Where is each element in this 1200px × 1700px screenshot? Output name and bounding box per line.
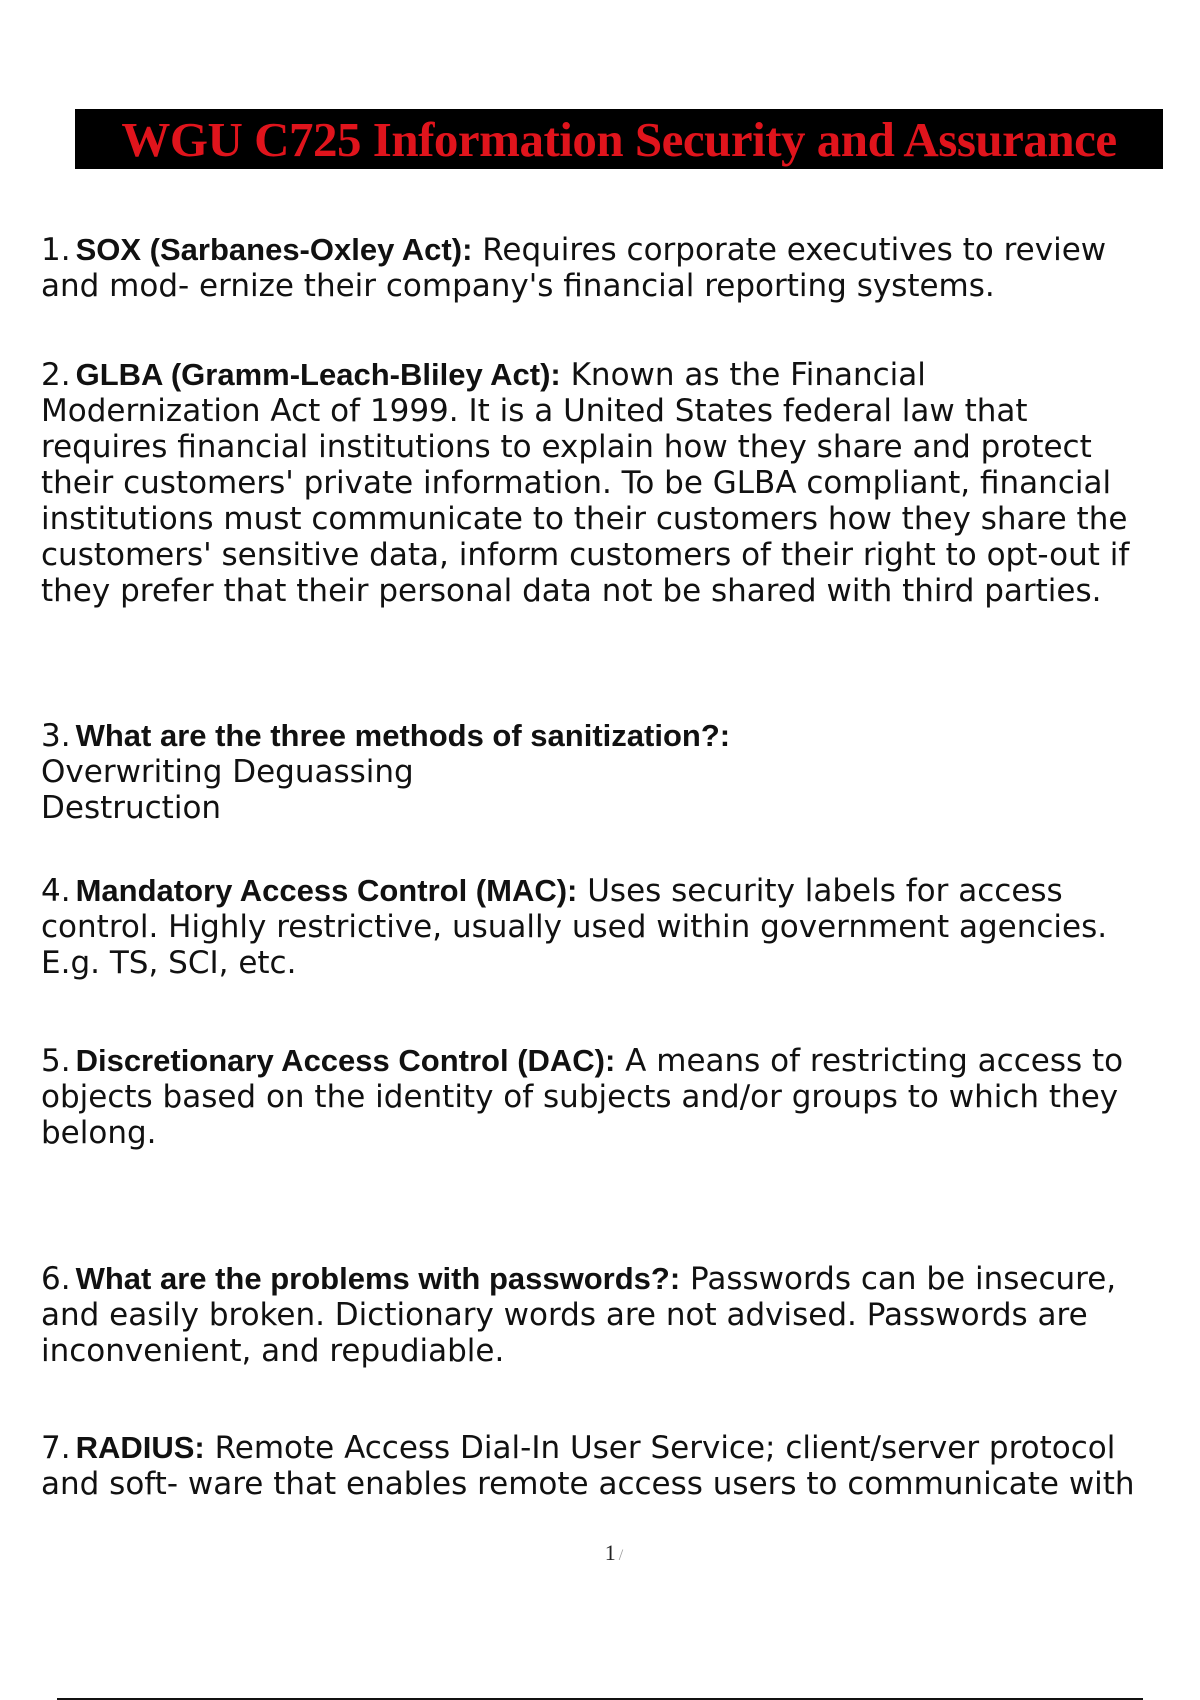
page-number-suffix: /	[618, 1547, 624, 1564]
item-number: 4.	[41, 873, 71, 909]
list-item	[41, 718, 730, 826]
page-number-value: 1	[604, 1540, 616, 1565]
item-first-line	[41, 718, 730, 754]
item-line: their customers' private information. To be GLBA compliant, financial	[41, 465, 1112, 501]
item-first-line	[41, 1043, 1123, 1079]
document-title-banner	[75, 109, 1163, 169]
item-first-line	[41, 873, 1107, 909]
list-item	[41, 357, 1129, 609]
item-number: 2.	[41, 357, 71, 393]
item-first-line	[41, 232, 1106, 268]
item-line: they prefer that their personal data not be shared with third parties.	[41, 573, 1102, 609]
item-line: and mod- ernize their company's financial reporting systems.	[41, 268, 995, 304]
item-number: 6.	[41, 1261, 71, 1297]
item-line: objects based on the identity of subjects and/or groups to which they	[41, 1079, 1119, 1115]
item-first-line	[41, 1261, 1116, 1297]
item-term: GLBA (Gramm-Leach-Bliley Act):	[75, 357, 561, 392]
item-line: control. Highly restrictive, usually used within government agencies.	[41, 909, 1108, 945]
list-item	[41, 1261, 1116, 1369]
item-line: and easily broken. Dictionary words are not advised. Passwords are	[41, 1297, 1088, 1333]
item-line: E.g. TS, SCI, etc.	[41, 945, 297, 981]
item-line: requires financial institutions to explain how they share and protect	[41, 429, 1092, 465]
item-line: Modernization Act of 1999. It is a United States federal law that	[41, 393, 1028, 429]
item-line: Destruction	[41, 790, 222, 826]
item-line: institutions must communicate to their customers how they share the	[41, 501, 1128, 537]
item-line: Overwriting Deguassing	[41, 754, 414, 790]
item-line: inconvenient, and repudiable.	[41, 1333, 505, 1369]
item-definition: Requires corporate executives to review	[472, 232, 1107, 268]
list-item	[41, 1430, 1135, 1502]
item-definition: Known as the Financial	[560, 357, 926, 393]
item-number: 3.	[41, 718, 71, 754]
item-term: RADIUS:	[75, 1430, 205, 1465]
item-line: and soft- ware that enables remote access users to communicate with	[41, 1466, 1135, 1502]
page-number	[0, 1540, 1200, 1566]
list-item	[41, 232, 1106, 304]
item-first-line	[41, 1430, 1135, 1466]
item-term: Discretionary Access Control (DAC):	[75, 1043, 616, 1078]
item-term: SOX (Sarbanes-Oxley Act):	[75, 232, 473, 267]
item-line: belong.	[41, 1115, 157, 1151]
item-number: 5.	[41, 1043, 71, 1079]
item-definition: A means of restricting access to	[615, 1043, 1124, 1079]
item-line: customers' sensitive data, inform customers of their right to opt-out if	[41, 537, 1130, 573]
item-number: 1.	[41, 232, 71, 268]
item-definition: Remote Access Dial-In User Service; client/server protocol	[204, 1430, 1116, 1466]
item-term: What are the problems with passwords?:	[75, 1261, 681, 1296]
item-definition: Passwords can be insecure,	[680, 1261, 1117, 1297]
item-number: 7.	[41, 1430, 71, 1466]
item-definition: Uses security labels for access	[577, 873, 1063, 909]
item-term: Mandatory Access Control (MAC):	[75, 873, 578, 908]
list-item	[41, 1043, 1123, 1151]
document-title: WGU C725 Information Security and Assurance	[121, 111, 1117, 167]
list-item	[41, 873, 1107, 981]
item-first-line	[41, 357, 1129, 393]
item-term: What are the three methods of sanitization?:	[75, 718, 731, 753]
